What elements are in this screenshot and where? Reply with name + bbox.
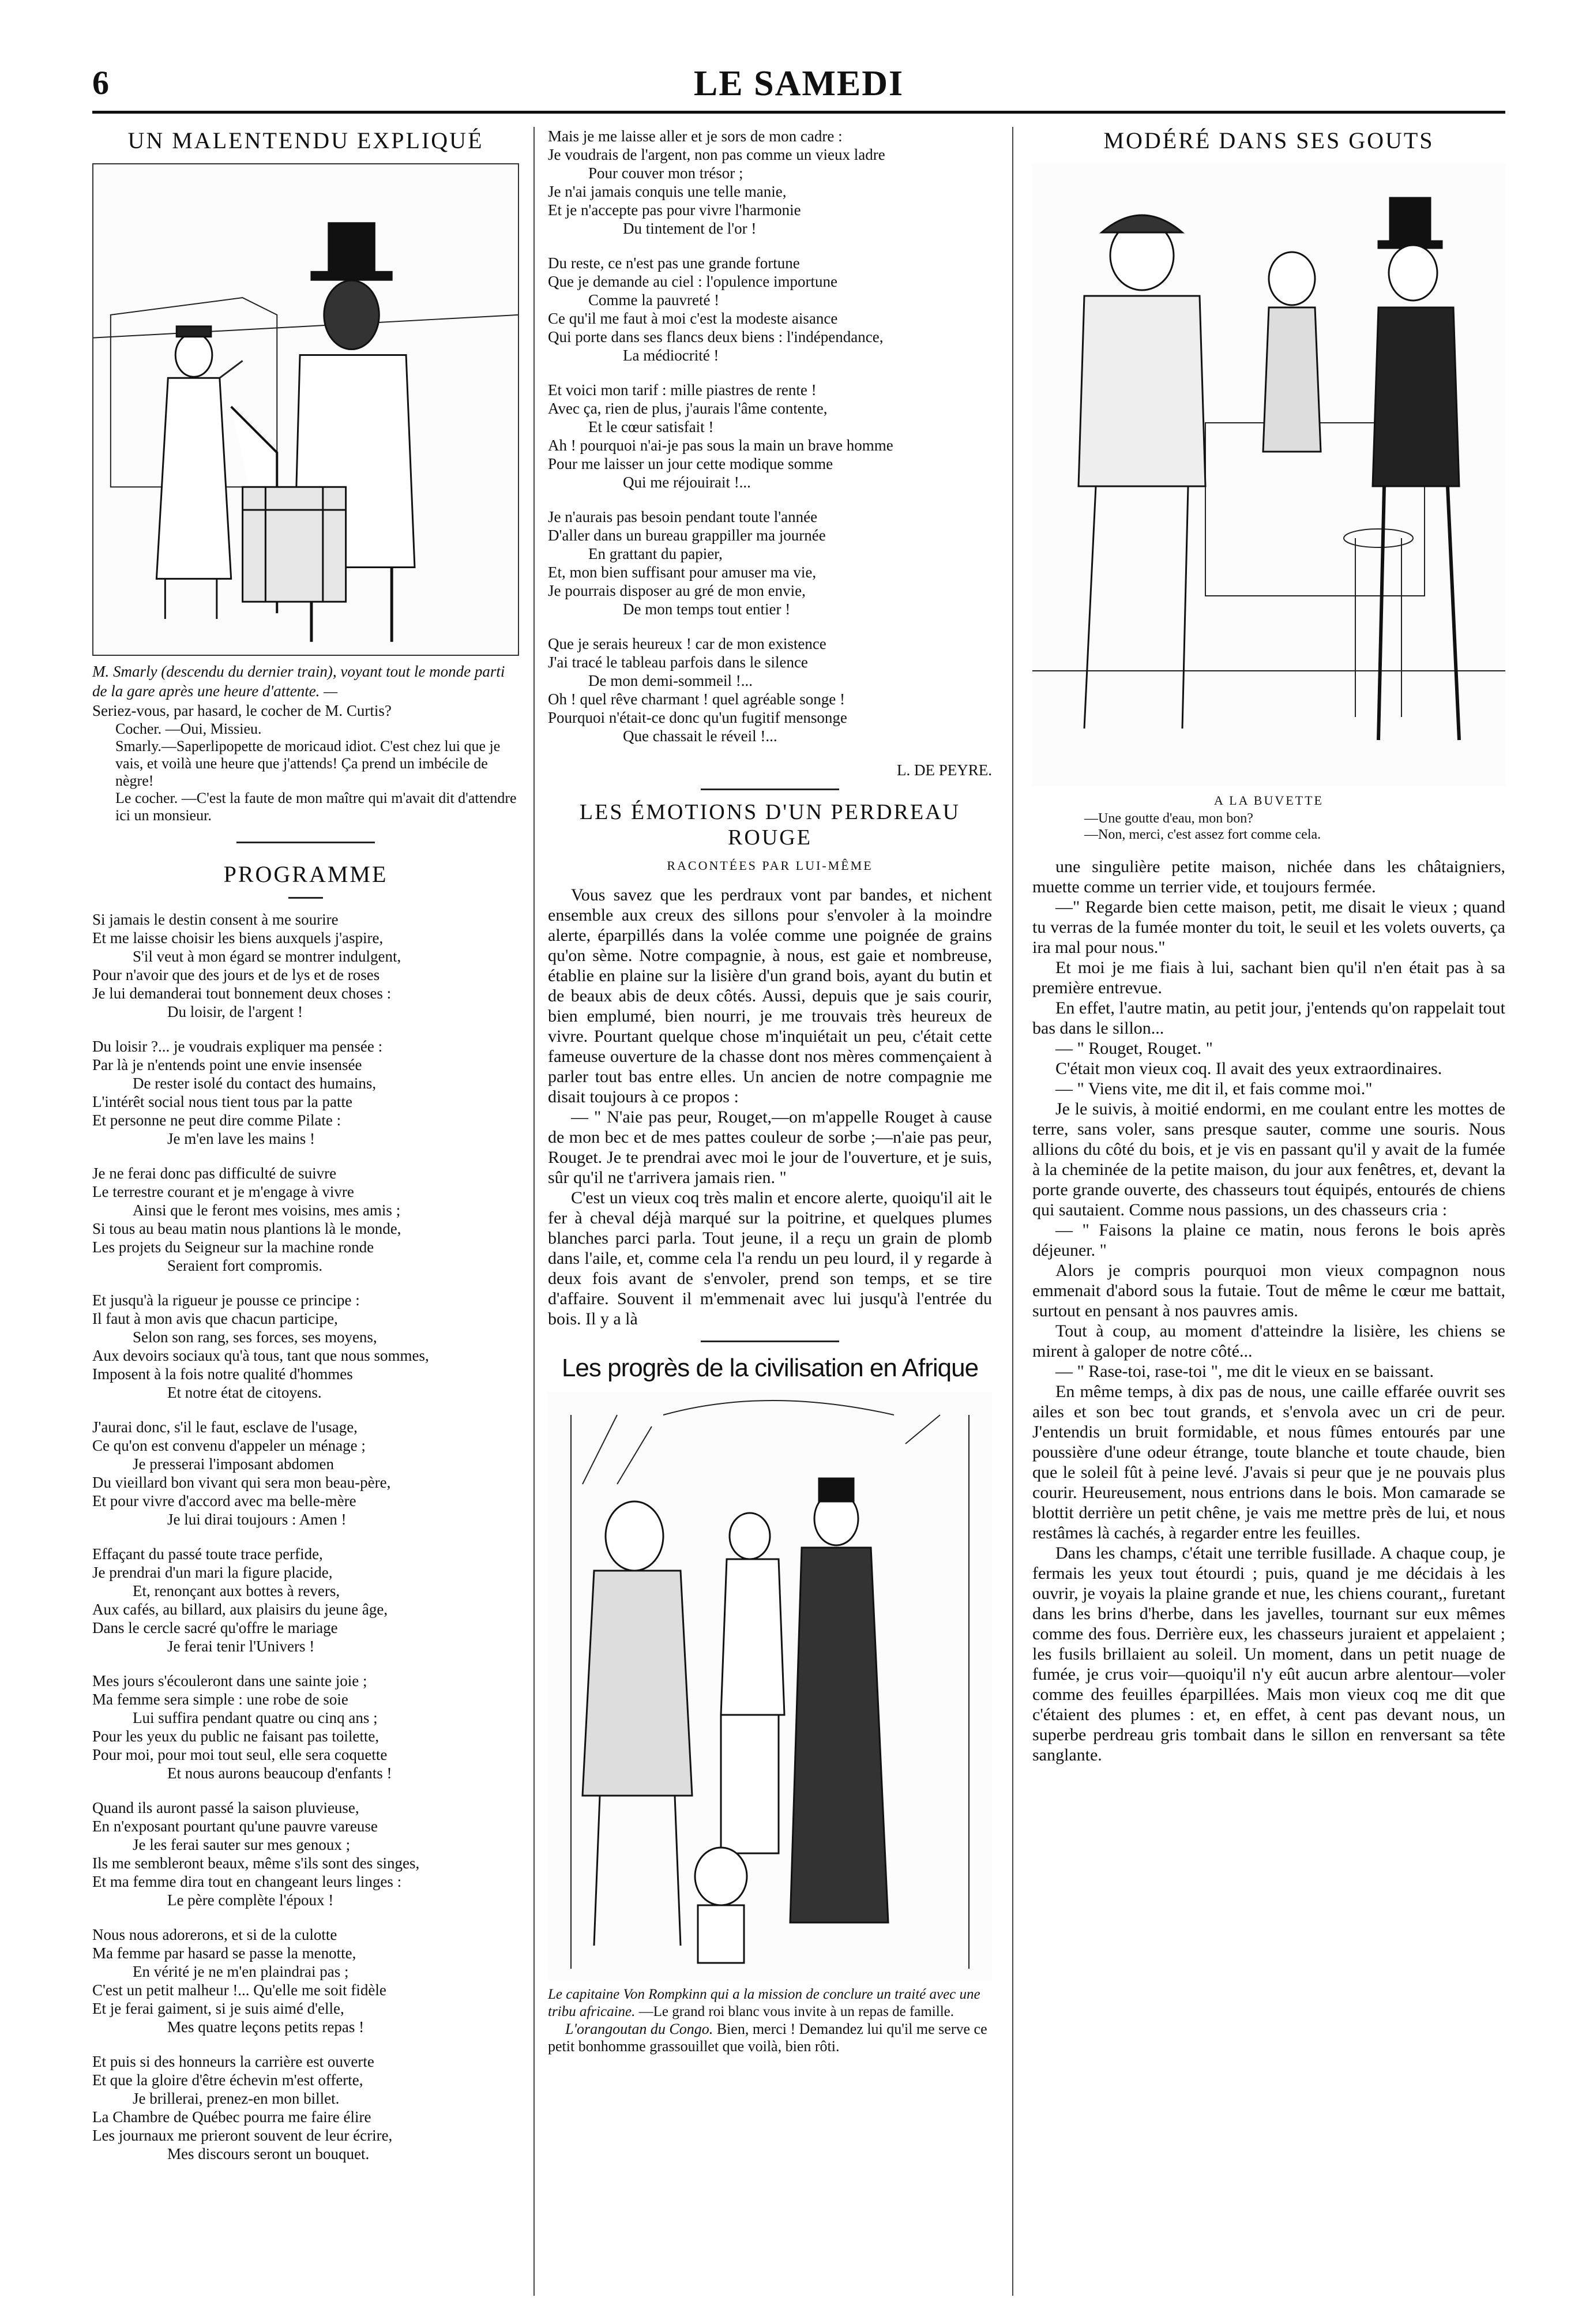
column-divider	[533, 127, 535, 2296]
poem-line: Ah ! pourquoi n'ai-je pas sous la main un brave homme	[548, 437, 893, 454]
column-1	[92, 127, 519, 2179]
poem-line: Lui suffira pendant quatre ou cinq ans ;	[133, 1709, 378, 1726]
poem-stanza	[548, 127, 992, 238]
poem-line: Ce qu'il me faut à moi c'est la modeste aisance	[548, 310, 838, 327]
paragraph: C'était mon vieux coq. Il avait des yeux extraordinaires.	[1055, 1059, 1442, 1078]
cartoon-caption-title: A LA BUVETTE	[1214, 793, 1324, 808]
cartoon-caption	[548, 1986, 992, 2055]
poem-line: Nous nous adorerons, et si de la culotte	[92, 1926, 337, 1943]
poem-line: Il faut à mon avis que chacun participe,	[92, 1310, 338, 1327]
poem-line: Je pourrais disposer au gré de mon envie,	[548, 582, 806, 599]
poem-line: Selon son rang, ses forces, ses moyens,	[133, 1328, 377, 1346]
paragraph: En même temps, à dix pas de nous, une caille effarée ouvrit ses ailes et son bec tout grands, et s'envola avec un cri de peur. J'entendis un bruit formidable, et nous fûmes entourés par une poussière d'une odeur étrange, toute blanche et toute chaude, bien que le soleil fût à peine levé. J'avais si peur que je ne pouvais plus courir. Heureusement, nous entrions dans le bois. Mon camarade se blottit derrière un petit chêne, je vais me mettre près de lui, et nous restâmes là cachés, à regarder entre les feuilles.	[1032, 1382, 1505, 1542]
poem-line: Pourquoi n'était-ce donc qu'un fugitif mensonge	[548, 709, 847, 726]
poem-continuation	[548, 127, 992, 745]
section-rule	[236, 842, 375, 843]
article-body	[548, 885, 992, 1329]
poem-line: En n'exposant pourtant qu'une pauvre vareuse	[92, 1818, 378, 1835]
poem-stanza	[92, 1672, 519, 1782]
article-title: PROGRAMME	[223, 861, 388, 887]
poem-stanza	[92, 1545, 519, 1655]
poem-line: Je prendrai d'un mari la figure placide,	[92, 1564, 333, 1581]
poem-line: Je lui demanderai tout bonnement deux choses :	[92, 985, 392, 1002]
poem-line: Seraient fort compromis.	[167, 1257, 323, 1274]
paragraph: C'est un vieux coq très malin et encore alerte, quoiqu'il ait le fer à cheval déjà marqué sur la poitrine, et quelques plumes blanches parci parla. Tout jeune, il a reçu un grain de plomb dans l'aile, et, comme cela l'a rendu un peu lourd, il y regarde à deux fois avant de s'envoler, prend son temps, et se tire d'affaire. Souvent il m'emmenait avec lui jusqu'à l'entrée du bois. Il y a là	[548, 1188, 992, 1328]
paragraph: Dans les champs, c'était une terrible fusillade. A chaque coup, je fermais les yeux tout étourdi ; puis, quand je me décidais à les ouvrir, je voyais la plaine grande et nue, les chiens courant,, furetant dans les brins d'herbe, dans les javelles, tournant sur eux mêmes comme des fous. Derrière eux, les chasseurs juraient et appelaient ; les fusils brillaient au soleil. Un moment, dans un petit nuage de fumée, je crus voir—quoiqu'il n'y eût aucun arbre alentour—voler comme des feuilles éparpillées. Mais mon vieux coq me dit que c'étaient des plumes : et, en effet, à cent pas devant nous, un superbe perdreau gris tombait dans le sillon en renversant sa tête sanglante.	[1032, 1544, 1505, 1764]
caption-line: —Non, merci, c'est assez fort comme cela.	[1084, 827, 1321, 842]
paragraph: une singulière petite maison, nichée dans les châtaigniers, muette comme un terrier vide, et toujours fermée.	[1032, 857, 1505, 896]
poem-line: Aux cafés, au billard, aux plaisirs du jeune âge,	[92, 1601, 388, 1618]
caption-line: Smarly.—Saperlipopette de moricaud idiot. C'est chez lui que je vais, et voilà une heure que j'attends! Ça prend un imbécile de nègre!	[115, 738, 501, 789]
poem-line: Que je demande au ciel : l'opulence importune	[548, 273, 837, 290]
poem-line: Je presserai l'imposant abdomen	[133, 1455, 335, 1473]
column-2	[548, 127, 992, 2055]
poem-line: Pour n'avoir que des jours et de lys et de roses	[92, 966, 380, 983]
poem-line: Effaçant du passé toute trace perfide,	[92, 1545, 323, 1563]
cartoon-buvette	[1032, 163, 1505, 786]
poem-line: Je ne ferai donc pas difficulté de suivre	[92, 1165, 337, 1182]
poem-line: Mes jours s'écouleront dans une sainte joie ;	[92, 1672, 367, 1690]
poem-stanza	[92, 1799, 519, 1909]
poem-stanza	[92, 910, 519, 1021]
poem-line: Et personne ne peut dire comme Pilate :	[92, 1112, 341, 1129]
page-header	[92, 63, 1505, 110]
poem-line: Les journaux me prieront souvent de leur écrire,	[92, 2127, 393, 2144]
poem-line: Je lui dirai toujours : Amen !	[167, 1511, 347, 1528]
section-rule	[701, 1341, 839, 1342]
poem-stanza	[92, 1925, 519, 2036]
poem-line: Qui me réjouirait !...	[623, 474, 751, 491]
article-body-continued	[1032, 857, 1505, 1765]
poem-line: Pour couver mon trésor ;	[588, 164, 743, 182]
poem-line: Aux devoirs sociaux qu'à tous, tant que nous sommes,	[92, 1347, 429, 1364]
paragraph: — " Rouget, Rouget. "	[1055, 1039, 1213, 1058]
cartoon-caption	[1032, 810, 1505, 843]
poem-line: La médiocrité !	[623, 347, 719, 364]
poem-line: En grattant du papier,	[588, 545, 723, 562]
page-number: 6	[92, 64, 109, 102]
poem-line: Le terrestre courant et je m'engage à vivre	[92, 1183, 354, 1200]
paragraph: —" Regarde bien cette maison, petit, me disait le vieux ; quand tu verras de la fumée monter du toit, le seuil et les volets ouverts, ça ira mal pour nous."	[1032, 898, 1505, 957]
paragraph: — " N'aie pas peur, Rouget,—on m'appelle Rouget à cause de mon bec et de mes pattes couleur de sorbe ;—n'aie pas peur, Rouget. Je te prendrai avec moi le jour de l'ouverture, et je suis, sûr qu'il ne t'arrivera jamais rien. "	[548, 1107, 992, 1187]
poem-line: Et le cœur satisfait !	[588, 418, 714, 435]
poem-line: Avec ça, rien de plus, j'aurais l'âme contente,	[548, 400, 828, 417]
poem-stanza	[92, 1418, 519, 1529]
poem-line: Pour me laisser un jour cette modique somme	[548, 455, 833, 472]
poem-line: Dans le cercle sacré qu'offre le mariage	[92, 1619, 338, 1636]
poem-line: Pour les yeux du public ne faisant pas toilette,	[92, 1728, 379, 1745]
poem-line: Je n'aurais pas besoin pendant toute l'année	[548, 508, 818, 525]
paragraph: Vous savez que les perdraux vont par bandes, et nichent ensemble aux creux des sillons pour s'envoler à la moindre alerte, éparpillés dans la volée comme une poignée de grains qu'on sème. Notre compagnie, à nous, est gaie et nombreuse, établie en plaine sur la lisière d'un grand bois, ayant du butin et de beaux abis de deux côtés. Aussi, depuis que je sais courir, bien emplumé, bien nourri, je me trouvais très heureux de vivre. Pourtant quelque chose m'inquiétait un peu, c'était cette fameuse ouverture de la chasse dont nos mères commençaient à parler tout bas entre elles. Un ancien de notre compagnie me disait toujours à ce propos :	[548, 885, 992, 1106]
poem-line: Du loisir ?... je voudrais expliquer ma pensée :	[92, 1038, 383, 1055]
poem-line: Et nous aurons beaucoup d'enfants !	[167, 1764, 392, 1782]
caption-line: Le cocher. —C'est la faute de mon maître qui m'avait dit d'attendre ici un monsieur.	[115, 790, 517, 824]
paragraph: Je le suivis, à moitié endormi, en me coulant entre les mottes de terre, sans voler, sans presque sauter, comme une souris. Nous allions du côté du bois, et je vis en passant qu'il y avait de la fumée à la cheminée de la petite maison, du jour aux fenêtres, et, devant la porte grande ouverte, des chasseurs tout équipés, entourés de chiens qui sautaient. Comme nous passions, un des chasseurs cria :	[1032, 1099, 1505, 1219]
poem-line: Ce qu'on est convenu d'appeler un ménage ;	[92, 1437, 366, 1454]
poem-line: Ma femme sera simple : une robe de soie	[92, 1691, 348, 1708]
poem-stanza	[548, 508, 992, 618]
caption-text: —Le grand roi blanc vous invite à un repas de famille.	[638, 2004, 954, 2019]
poem-stanza	[92, 2052, 519, 2163]
poem-line: J'aurai donc, s'il le faut, esclave de l'usage,	[92, 1418, 358, 1436]
poem-line: Je ferai tenir l'Univers !	[167, 1638, 315, 1655]
article-title: UN MALENTENDU EXPLIQUÉ	[127, 127, 484, 153]
poem-signature: L. DE PEYRE.	[897, 761, 992, 779]
poem-line: La Chambre de Québec pourra me faire élire	[92, 2108, 371, 2126]
poem-line: Et puis si des honneurs la carrière est ouverte	[92, 2053, 374, 2070]
poem-line: Je les ferai sauter sur mes genoux ;	[133, 1836, 351, 1853]
cartoon-drawing	[548, 1392, 992, 1980]
column-3	[1032, 127, 1505, 1765]
section-rule	[701, 789, 839, 790]
poem-line: J'ai tracé le tableau parfois dans le silence	[548, 654, 808, 671]
poem-line: Que chassait le réveil !...	[623, 727, 777, 745]
poem-line: Je m'en lave les mains !	[167, 1130, 315, 1147]
poem-line: Que je serais heureux ! car de mon existence	[548, 635, 826, 652]
paragraph: Alors je compris pourquoi mon vieux compagnon nous emmenait d'abord sous la futaie. Tout de même le cœur me battait, surtout en pensant à nos pauvres amis.	[1032, 1261, 1505, 1320]
poem-line: Imposent à la fois notre qualité d'hommes	[92, 1365, 353, 1383]
poem-line: Pour moi, pour moi tout seul, elle sera coquette	[92, 1746, 388, 1763]
poem-line: De mon demi-sommeil !...	[588, 672, 753, 689]
article-subtitle: RACONTÉES PAR LUI-MÊME	[667, 858, 873, 873]
poem-line: Qui porte dans ses flancs deux biens : l'indépendance,	[548, 328, 884, 346]
poem-line: Et notre état de citoyens.	[167, 1384, 322, 1401]
poem-line: Les projets du Seigneur sur la machine ronde	[92, 1238, 374, 1256]
article-title: MODÉRÉ DANS SES GOUTS	[1103, 127, 1434, 153]
paragraph: — " Viens vite, me dit il, et fais comme moi."	[1055, 1079, 1373, 1098]
poem-line: Ils me sembleront beaux, même s'ils sont des singes,	[92, 1854, 420, 1872]
poem-line: Je brillerai, prenez-en mon billet.	[133, 2090, 340, 2107]
poem-line: De mon temps tout entier !	[623, 600, 791, 618]
poem-line: Et me laisse choisir les biens auxquels j'aspire,	[92, 929, 384, 947]
poem-stanza	[92, 1291, 519, 1402]
poem-line: L'intérêt social nous tient tous par la patte	[92, 1093, 352, 1110]
masthead: LE SAMEDI	[693, 64, 904, 103]
poem-stanza	[92, 1164, 519, 1275]
poem-line: Quand ils auront passé la saison pluvieuse,	[92, 1799, 359, 1816]
cartoon-caption	[92, 662, 519, 824]
poem-line: Comme la pauvreté !	[588, 291, 720, 309]
poem-line: Par là je n'entends point une envie insensée	[92, 1056, 362, 1073]
poem-line: Ma femme par hasard se passe la menotte,	[92, 1944, 356, 1962]
poem-line: Et voici mon tarif : mille piastres de rente !	[548, 381, 817, 399]
poem-line: Je n'ai jamais conquis une telle manie,	[548, 183, 787, 200]
poem-line: Et ma femme dira tout en changeant leurs linges :	[92, 1873, 402, 1890]
caption-text: Bien, merci ! Demandez lui qu'il me serve ce petit bonhomme grassouillet que voilà, bien rôti.	[548, 2021, 987, 2055]
caption-line: Cocher. —Oui, Missieu.	[115, 720, 262, 737]
caption-italic: Le capitaine Von Rompkinn qui a la mission de conclure un traité avec une tribu africaine.	[548, 1987, 980, 2019]
poem-line: Si jamais le destin consent à me sourire	[92, 911, 339, 928]
header-rule	[92, 111, 1505, 114]
poem-line: Ainsi que le feront mes voisins, mes amis ;	[133, 1202, 401, 1219]
cartoon-drawing	[93, 164, 518, 655]
caption-line: —Une goutte d'eau, mon bon?	[1084, 811, 1253, 826]
cartoon-drawing	[1032, 163, 1505, 786]
poem-line: S'il veut à mon égard se montrer indulgent,	[133, 948, 401, 965]
poem-stanza	[548, 634, 992, 745]
poem-line: D'aller dans un bureau grappiller ma journée	[548, 527, 826, 544]
poem-line: Je voudrais de l'argent, non pas comme un vieux ladre	[548, 146, 885, 163]
poem-line: Et je n'accepte pas pour vivre l'harmonie	[548, 201, 801, 219]
poem-line: Mais je me laisse aller et je sors de mon cadre :	[548, 127, 843, 145]
poem-line: Et, renonçant aux bottes à revers,	[133, 1582, 340, 1600]
cartoon-afrique	[548, 1392, 992, 1980]
poem-line: Si tous au beau matin nous plantions là le monde,	[92, 1220, 401, 1237]
poem-line: Du reste, ce n'est pas une grande fortune	[548, 254, 800, 272]
paragraph: Tout à coup, au moment d'atteindre la lisière, les chiens se mirent à galoper de notre côté...	[1032, 1321, 1505, 1361]
title-rule	[288, 897, 323, 899]
poem-line: Et pour vivre d'accord avec ma belle-mère	[92, 1492, 356, 1510]
poem-line: Le père complète l'époux !	[167, 1891, 334, 1909]
poem-line: Mes quatre leçons petits repas !	[167, 2018, 365, 2036]
poem-line: Et jusqu'à la rigueur je pousse ce principe :	[92, 1291, 360, 1309]
poem-line: Et, mon bien suffisant pour amuser ma vie,	[548, 564, 817, 581]
paragraph: — " Faisons la plaine ce matin, nous ferons le bois après déjeuner. "	[1032, 1221, 1505, 1260]
poem-line: Du vieillard bon vivant qui sera mon beau-père,	[92, 1474, 391, 1491]
poem-line: De rester isolé du contact des humains,	[133, 1075, 377, 1092]
caption-italic: L'orangoutan du Congo.	[565, 2021, 713, 2037]
poem-line: C'est un petit malheur !... Qu'elle me soit fidèle	[92, 1981, 386, 1999]
poem-stanza	[548, 381, 992, 491]
cartoon-malentendu	[92, 163, 519, 656]
article-title: Les progrès de la civilisation en Afrique	[561, 1354, 979, 1382]
poem-line: En vérité je ne m'en plaindrai pas ;	[133, 1963, 349, 1980]
poem-stanza	[548, 254, 992, 365]
poem-line: Mes discours seront un bouquet.	[167, 2145, 370, 2162]
paragraph: En effet, l'autre matin, au petit jour, j'entends qu'on rappelait tout bas dans le sillon...	[1032, 998, 1505, 1038]
poem-line: Du loisir, de l'argent !	[167, 1003, 303, 1020]
poem-programme	[92, 910, 519, 2163]
poem-stanza	[92, 1037, 519, 1148]
poem-line: Et que la gloire d'être échevin m'est offerte,	[92, 2071, 363, 2089]
article-title: LES ÉMOTIONS D'UN PERDREAU ROUGE	[579, 800, 961, 850]
paragraph: — " Rase-toi, rase-toi ", me dit le vieux en se baissant.	[1055, 1362, 1434, 1381]
poem-line: Et je ferai gaiment, si je suis aimé d'elle,	[92, 2000, 344, 2017]
caption-line: Seriez-vous, par hasard, le cocher de M. Curtis?	[92, 702, 392, 719]
paragraph: Et moi je me fiais à lui, sachant bien qu'il n'en était pas à sa première entrevue.	[1032, 958, 1505, 997]
column-divider	[1012, 127, 1013, 2296]
poem-line: Du tintement de l'or !	[623, 220, 757, 237]
caption-italic: M. Smarly (descendu du dernier train), voyant tout le monde parti de la gare après une heure d'attente. —	[92, 663, 505, 700]
poem-line: Oh ! quel rêve charmant ! quel agréable songe !	[548, 690, 846, 708]
